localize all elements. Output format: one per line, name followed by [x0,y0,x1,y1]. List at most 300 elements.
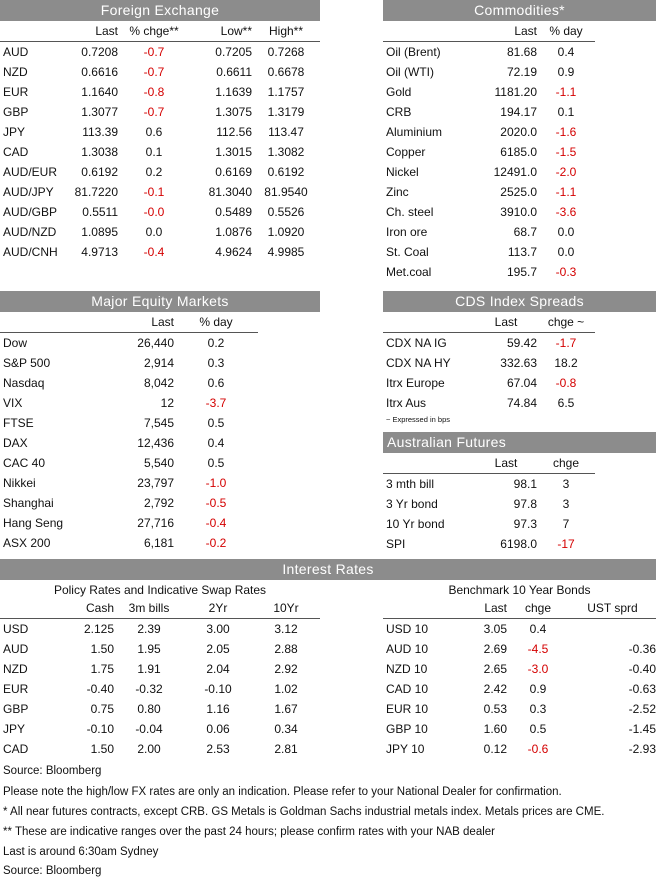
footer-note-ranges: ** These are indicative ranges over the past 24 hours; please confirm rates with your NAB dealer [3,826,495,838]
equity-label: FTSE [3,416,34,430]
commodity-chg: -1.1 [555,185,577,199]
fx-chg: -0.7 [143,45,165,59]
policy-col-3m: 3m bills [128,601,170,615]
equity-row [0,413,258,433]
policy-label: EUR [3,682,29,696]
equity-last: 2,914 [143,356,174,370]
bond-chg: -3.0 [527,662,549,676]
policy-label: NZD [3,662,28,676]
policy-row [0,659,320,679]
policy-column-headers [0,598,320,619]
policy-row [0,619,320,640]
equity-last: 2,792 [143,496,174,510]
policy-c3: 3.00 [206,622,230,636]
bonds-column-headers [383,598,656,619]
cds-last: 59.42 [506,336,537,350]
fx-low: 1.3075 [215,105,252,119]
equity-row [0,473,258,493]
commodity-row [383,62,595,82]
fx-chg: 0.2 [145,165,163,179]
equities-col-last: Last [151,315,174,329]
policy-c2: 1.95 [137,642,161,656]
commodity-row [383,82,595,102]
futures-row [383,534,595,554]
equity-label: VIX [3,396,23,410]
policy-c2: -0.32 [135,682,163,696]
policy-c3: -0.10 [204,682,232,696]
policy-c4: 0.34 [274,722,298,736]
equity-last: 12 [160,396,174,410]
commodity-last: 81.68 [506,45,537,59]
cds-label: Itrx Europe [386,376,445,390]
bond-row [383,679,656,699]
fx-row [0,82,320,102]
commodity-label: Zinc [386,185,409,199]
fx-last: 0.7208 [81,45,118,59]
equity-row [0,433,258,453]
fx-chg: 0.0 [145,225,163,239]
footer-source-2: Source: Bloomberg [3,865,102,877]
commodity-label: Ch. steel [386,205,434,219]
policy-row [0,699,320,719]
bonds-panel [383,582,656,759]
policy-c1: 1.50 [90,742,114,756]
commodity-chg: 0.4 [557,45,575,59]
bond-last: 1.60 [483,722,507,736]
equity-last: 12,436 [137,436,174,450]
futures-last: 6198.0 [500,537,537,551]
bonds-table [383,598,656,759]
fx-col-high: High** [268,24,304,38]
fx-row [0,222,320,242]
fx-low: 1.1639 [215,85,252,99]
equity-chg: 0.5 [207,416,225,430]
equity-chg: 0.2 [207,336,225,350]
futures-column-headers [383,453,595,474]
fx-chg: -0.4 [143,245,165,259]
fx-row [0,42,320,63]
fx-row [0,162,320,182]
commodities-col-chg: % day [549,24,583,38]
bond-last: 2.42 [483,682,507,696]
commodity-chg: 0.9 [557,65,575,79]
bond-spread: -0.40 [628,662,656,676]
bonds-col-spread: UST sprd [587,601,638,615]
fx-low: 0.7205 [215,45,252,59]
bonds-col-chg: chge [524,601,552,615]
commodity-last: 113.7 [507,245,537,259]
fx-row [0,182,320,202]
fx-low: 1.3015 [215,145,252,159]
policy-row [0,739,320,759]
equity-row [0,393,258,413]
bond-spread: -1.45 [628,722,656,736]
futures-label: 3 mth bill [386,477,435,491]
bond-label: NZD 10 [386,662,428,676]
futures-label: 10 Yr bond [386,517,445,531]
commodity-chg: 0.0 [557,225,575,239]
fx-last: 1.3038 [81,145,118,159]
cds-chg: 18.2 [554,356,578,370]
commodity-last: 68.7 [513,225,537,239]
bond-row [383,619,656,640]
interest-panel [0,559,656,580]
commodity-chg: -1.5 [555,145,577,159]
fx-col-chg: % chge** [129,24,179,38]
cds-col-last: Last [494,315,518,329]
futures-label: 3 Yr bond [386,497,438,511]
commodity-label: Oil (WTI) [386,65,434,79]
bond-row [383,639,656,659]
commodity-chg: -3.6 [555,205,577,219]
policy-label: AUD [3,642,29,656]
commodity-chg: 0.0 [557,245,575,259]
commodity-row [383,222,595,242]
futures-chg: -17 [557,537,575,551]
policy-c2: 1.91 [137,662,161,676]
equity-row [0,373,258,393]
fx-label: AUD [3,45,29,59]
policy-c3: 2.53 [206,742,230,756]
fx-row [0,242,320,262]
futures-col-chg: chge [552,456,580,470]
fx-last: 0.5511 [82,205,118,219]
equity-last: 6,181 [143,536,174,550]
fx-row [0,142,320,162]
fx-last: 1.3077 [81,105,118,119]
fx-title: Foreign Exchange [0,0,320,21]
commodity-last: 12491.0 [493,165,537,179]
cds-chg: 6.5 [557,396,575,410]
fx-last: 81.7220 [74,185,118,199]
policy-label: GBP [3,702,29,716]
fx-chg: -0.8 [143,85,165,99]
fx-row [0,62,320,82]
fx-high: 1.3082 [267,145,305,159]
cds-last: 74.84 [506,396,537,410]
futures-chg: 7 [562,517,570,531]
commodity-chg: -0.3 [555,265,577,279]
bond-spread: -0.36 [628,642,656,656]
policy-label: USD [3,622,29,636]
commodity-last: 195.7 [506,265,537,279]
cds-column-headers [383,312,595,333]
equity-chg: 0.4 [207,436,225,450]
commodity-chg: -2.0 [555,165,577,179]
equity-label: Nasdaq [3,376,45,390]
policy-c1: 2.125 [83,622,114,636]
commodities-col-last: Last [514,24,537,38]
policy-c2: 2.39 [137,622,161,636]
bond-spread [569,619,656,640]
equity-chg: -0.2 [205,536,227,550]
footer-note-time: Last is around 6:30am Sydney [3,846,159,858]
equity-last: 26,440 [137,336,174,350]
fx-low: 0.6611 [216,65,252,79]
bond-label: JPY 10 [386,742,425,756]
fx-chg: -0.7 [143,65,165,79]
fx-high: 0.5526 [267,205,305,219]
fx-high: 113.47 [268,125,304,139]
cds-row [383,353,595,373]
fx-label: CAD [3,145,29,159]
equity-label: Nikkei [3,476,36,490]
equity-label: Hang Seng [3,516,64,530]
commodity-label: Aluminium [386,125,443,139]
fx-chg: -0.0 [143,205,165,219]
fx-chg: 0.1 [145,145,163,159]
futures-row [383,514,595,534]
policy-col-cash: Cash [85,601,114,615]
cds-table [383,312,595,413]
bonds-title: Benchmark 10 Year Bonds [448,583,591,597]
fx-panel [0,0,320,262]
commodity-chg: -1.6 [555,125,577,139]
equities-col-chg: % day [199,315,233,329]
cds-row [383,333,595,354]
commodity-label: St. Coal [386,245,429,259]
fx-high: 4.9985 [267,245,305,259]
bond-chg: -4.5 [527,642,549,656]
interest-title: Interest Rates [0,559,656,580]
futures-chg: 3 [562,497,570,511]
fx-label: NZD [3,65,28,79]
futures-row [383,494,595,514]
cds-col-chg: chge ~ [547,315,585,329]
futures-chg: 3 [562,477,570,491]
futures-label: SPI [386,537,406,551]
futures-last: 97.8 [513,497,537,511]
equity-last: 5,540 [143,456,174,470]
commodity-label: Copper [386,145,426,159]
bonds-col-last: Last [484,601,507,615]
bond-last: 0.53 [483,702,507,716]
equity-chg: 0.6 [207,376,225,390]
commodity-label: Met.coal [386,265,432,279]
commodity-label: Iron ore [386,225,428,239]
fx-low: 112.56 [216,125,252,139]
fx-high: 81.9540 [264,185,308,199]
futures-title: Australian Futures [383,432,656,453]
cds-title: CDS Index Spreads [383,291,656,312]
bond-spread: -0.63 [628,682,656,696]
equity-label: DAX [3,436,28,450]
policy-c1: -0.10 [86,722,114,736]
equity-last: 7,545 [143,416,174,430]
fx-chg: -0.1 [143,185,165,199]
bond-last: 3.05 [483,622,507,636]
fx-label: GBP [3,105,29,119]
policy-c4: 2.81 [274,742,298,756]
equity-label: ASX 200 [3,536,51,550]
fx-chg: -0.7 [143,105,165,119]
policy-row [0,639,320,659]
futures-table [383,453,595,554]
fx-col-low: Low** [220,24,252,38]
equities-column-headers [0,312,258,333]
cds-label: CDX NA IG [386,336,447,350]
bond-last: 2.65 [483,662,507,676]
commodity-last: 3910.0 [500,205,537,219]
policy-c3: 2.05 [206,642,230,656]
equity-chg: -0.5 [205,496,227,510]
commodity-chg: 0.1 [557,105,575,119]
policy-panel [0,582,320,759]
bond-chg: -0.6 [527,742,549,756]
commodity-row [383,102,595,122]
commodity-last: 194.17 [500,105,537,119]
policy-c4: 3.12 [274,622,298,636]
futures-row [383,474,595,495]
equities-title: Major Equity Markets [0,291,320,312]
policy-label: JPY [3,722,26,736]
bond-row [383,719,656,739]
policy-label: CAD [3,742,29,756]
cds-label: Itrx Aus [386,396,427,410]
cds-note: ~ Expressed in bps [386,415,450,424]
policy-c4: 1.02 [274,682,298,696]
commodity-row [383,242,595,262]
equity-row [0,353,258,373]
fx-last: 1.1640 [81,85,118,99]
equity-label: Shanghai [3,496,54,510]
commodity-row [383,42,595,63]
fx-row [0,202,320,222]
footer-note-fx: Please note the high/low FX rates are only an indication. Please refer to your National Dealer for confirmation. [3,786,562,798]
commodity-last: 2525.0 [500,185,537,199]
fx-low: 81.3040 [208,185,252,199]
fx-high: 0.7268 [267,45,305,59]
commodity-row [383,182,595,202]
cds-label: CDX NA HY [386,356,451,370]
commodity-label: Gold [386,85,412,99]
fx-low: 0.5489 [215,205,252,219]
fx-low: 1.0876 [215,225,252,239]
policy-c1: -0.40 [86,682,114,696]
commodity-row [383,262,595,282]
policy-c2: -0.04 [135,722,163,736]
equity-label: S&P 500 [3,356,51,370]
bond-row [383,699,656,719]
fx-last: 113.39 [82,125,118,139]
equity-label: Dow [3,336,28,350]
policy-c3: 2.04 [206,662,230,676]
bond-label: USD 10 [386,622,429,636]
commodity-label: Nickel [386,165,419,179]
fx-label: AUD/CNH [3,245,58,259]
bond-spread: -2.93 [628,742,656,756]
cds-chg: -1.7 [555,336,577,350]
fx-high: 0.6192 [267,165,305,179]
equity-row [0,453,258,473]
equity-row [0,333,258,354]
equity-row [0,533,258,553]
policy-col-2yr: 2Yr [208,601,228,615]
cds-row [383,393,595,413]
commodity-last: 1181.20 [494,85,537,99]
equities-panel [0,291,320,553]
commodity-last: 72.19 [506,65,537,79]
policy-row [0,719,320,739]
policy-c1: 1.75 [90,662,114,676]
fx-column-headers [0,21,320,42]
bond-label: EUR 10 [386,702,429,716]
futures-last: 98.1 [513,477,537,491]
bond-chg: 0.9 [529,682,547,696]
bond-chg: 0.3 [529,702,547,716]
policy-c1: 1.50 [90,642,114,656]
equity-row [0,493,258,513]
policy-c4: 1.67 [274,702,298,716]
fx-last: 0.6192 [81,165,118,179]
commodity-last: 2020.0 [500,125,537,139]
policy-c1: 0.75 [90,702,114,716]
fx-high: 1.0920 [267,225,305,239]
cds-chg: -0.8 [555,376,577,390]
fx-chg: 0.6 [145,125,163,139]
policy-c3: 0.06 [206,722,230,736]
equity-chg: -0.4 [205,516,227,530]
equity-row [0,513,258,533]
policy-c4: 2.92 [274,662,298,676]
commodities-table [383,21,595,282]
bond-chg: 0.4 [529,622,547,636]
footer-source-1: Source: Bloomberg [3,765,102,777]
bond-last: 2.69 [483,642,507,656]
commodity-chg: -1.1 [555,85,577,99]
equities-table [0,312,258,553]
fx-table [0,21,320,262]
futures-panel [383,432,656,554]
fx-label: EUR [3,85,29,99]
policy-c4: 2.88 [274,642,298,656]
equity-chg: 0.3 [207,356,225,370]
commodity-row [383,202,595,222]
policy-row [0,679,320,699]
commodity-label: CRB [386,105,412,119]
cds-last: 332.63 [500,356,537,370]
bond-label: AUD 10 [386,642,429,656]
bond-label: GBP 10 [386,722,428,736]
cds-panel [383,291,656,427]
equity-chg: -1.0 [205,476,227,490]
cds-row [383,373,595,393]
bond-label: CAD 10 [386,682,429,696]
policy-col-10yr: 10Yr [273,601,299,615]
commodity-label: Oil (Brent) [386,45,441,59]
fx-last: 0.6616 [81,65,118,79]
fx-high: 1.1757 [267,85,305,99]
footer-note-futures: * All near futures contracts, except CRB. GS Metals is Goldman Sachs industrial metals index. Metals prices are CME. [3,806,605,818]
fx-row [0,102,320,122]
futures-col-last: Last [494,456,518,470]
equity-chg: -3.7 [205,396,227,410]
commodities-panel [383,0,656,282]
fx-last: 1.0895 [81,225,118,239]
policy-title: Policy Rates and Indicative Swap Rates [53,583,267,597]
policy-table [0,598,320,759]
commodities-title: Commodities* [383,0,656,21]
bond-row [383,659,656,679]
fx-label: JPY [3,125,26,139]
fx-last: 4.9713 [81,245,118,259]
equity-label: CAC 40 [3,456,46,470]
fx-col-last: Last [95,24,118,38]
equity-last: 27,716 [137,516,174,530]
equity-chg: 0.5 [207,456,225,470]
policy-c2: 2.00 [137,742,161,756]
bond-last: 0.12 [483,742,507,756]
